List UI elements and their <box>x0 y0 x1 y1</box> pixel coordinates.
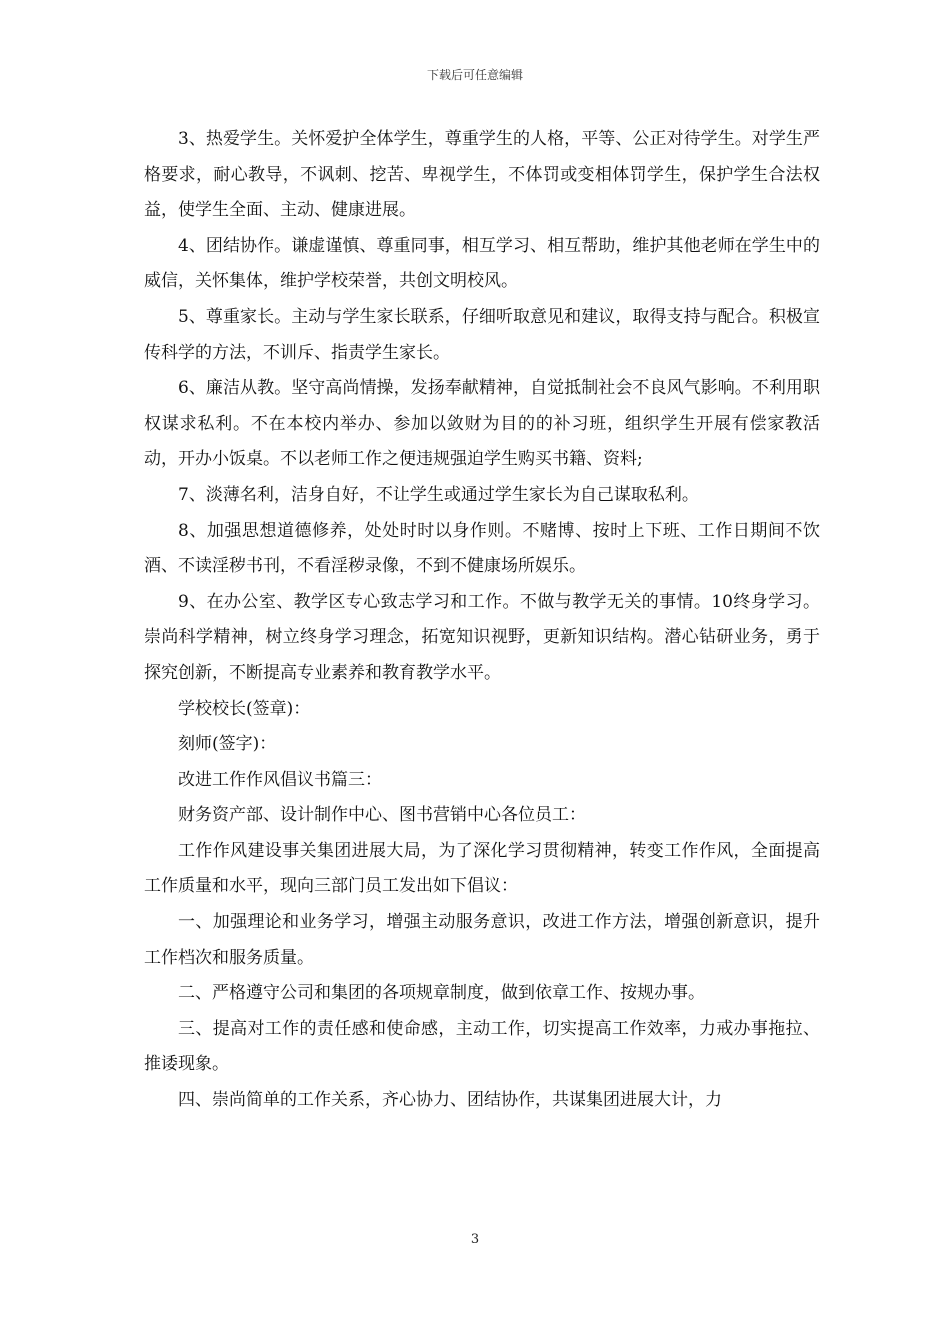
proposal-item-3: 三、提高对工作的责任感和使命感，主动工作，切实提高工作效率，力戒办事拖拉、推诿现象。 <box>144 1018 820 1075</box>
header-note: 下载后可任意编辑 <box>426 68 523 82</box>
paragraph-respect-parents: 5、尊重家长。主动与学生家长联系，仔细听取意见和建议，取得支持与配合。积极宣传科学的方法，不训斥、指责学生家长。 <box>144 306 820 363</box>
proposal-item-1: 一、加强理论和业务学习，增强主动服务意识，改进工作方法，增强创新意识，提升工作档次和服务质量。 <box>144 912 820 968</box>
paragraph-love-students: 3、热爱学生。关怀爱护全体学生，尊重学生的人格，平等、公正对待学生。对学生严格要求，耐心教导，不讽刺、挖苦、卑视学生，不体罚或变相体罚学生，保护学生合法权益，使学生全面、主动、健康进展。 <box>144 129 820 221</box>
paragraph-integrity: 6、廉洁从教。坚守高尚情操，发扬奉献精神，自觉抵制社会不良风气影响。不利用职权谋求私利。不在本校内举办、参加以敛财为目的的补习班，组织学生开展有偿家教活动，开办小饭桌。不以老师工作之便违规强迫学生购买书籍、资料; <box>144 378 820 470</box>
salutation: 财务资产部、设计制作中心、图书营销中心各位员工： <box>178 805 586 826</box>
paragraph-intro: 工作作风建设事关集团进展大局，为了深化学习贯彻精神，转变工作作风，全面提高工作质量和水平，现向三部门员工发出如下倡议： <box>144 840 820 897</box>
proposal-item-2: 二、严格遵守公司和集团的各项规章制度，做到依章工作、按规办事。 <box>178 983 705 1004</box>
paragraph-moral-cultivation: 8、加强思想道德修养，处处时时以身作则。不赌博、按时上下班、工作日期间不饮酒、不读淫秽书刊，不看淫秽录像，不到不健康场所娱乐。 <box>144 520 820 577</box>
page-number: 3 <box>470 1232 480 1247</box>
paragraph-teamwork: 4、团结协作。谦虚谨慎、尊重同事，相互学习、相互帮助，维护其他老师在学生中的威信，关怀集体，维护学校荣誉，共创文明校风。 <box>144 235 820 292</box>
paragraph-indifference-fame: 7、淡薄名利，洁身自好，不让学生或通过学生家长为自己谋取私利。 <box>178 484 699 505</box>
document-body <box>144 122 820 1119</box>
proposal-item-4: 四、崇尚简单的工作关系，齐心协力、团结协作，共谋集团进展大计，力 <box>178 1090 722 1111</box>
section-heading-part-three: 改进工作作风倡议书篇三： <box>178 769 382 790</box>
signature-principal: 学校校长(签章)： <box>178 698 311 719</box>
paragraph-focus-lifelong-learning: 9、在办公室、教学区专心致志学习和工作。不做与教学无关的事情。10终身学习。崇尚科学精神，树立终身学习理念，拓宽知识视野，更新知识结构。潜心钻研业务，勇于探究创新，不断提高专业素养和教育教学水平。 <box>144 591 820 683</box>
signature-teacher: 刻师(签字)： <box>178 734 277 755</box>
